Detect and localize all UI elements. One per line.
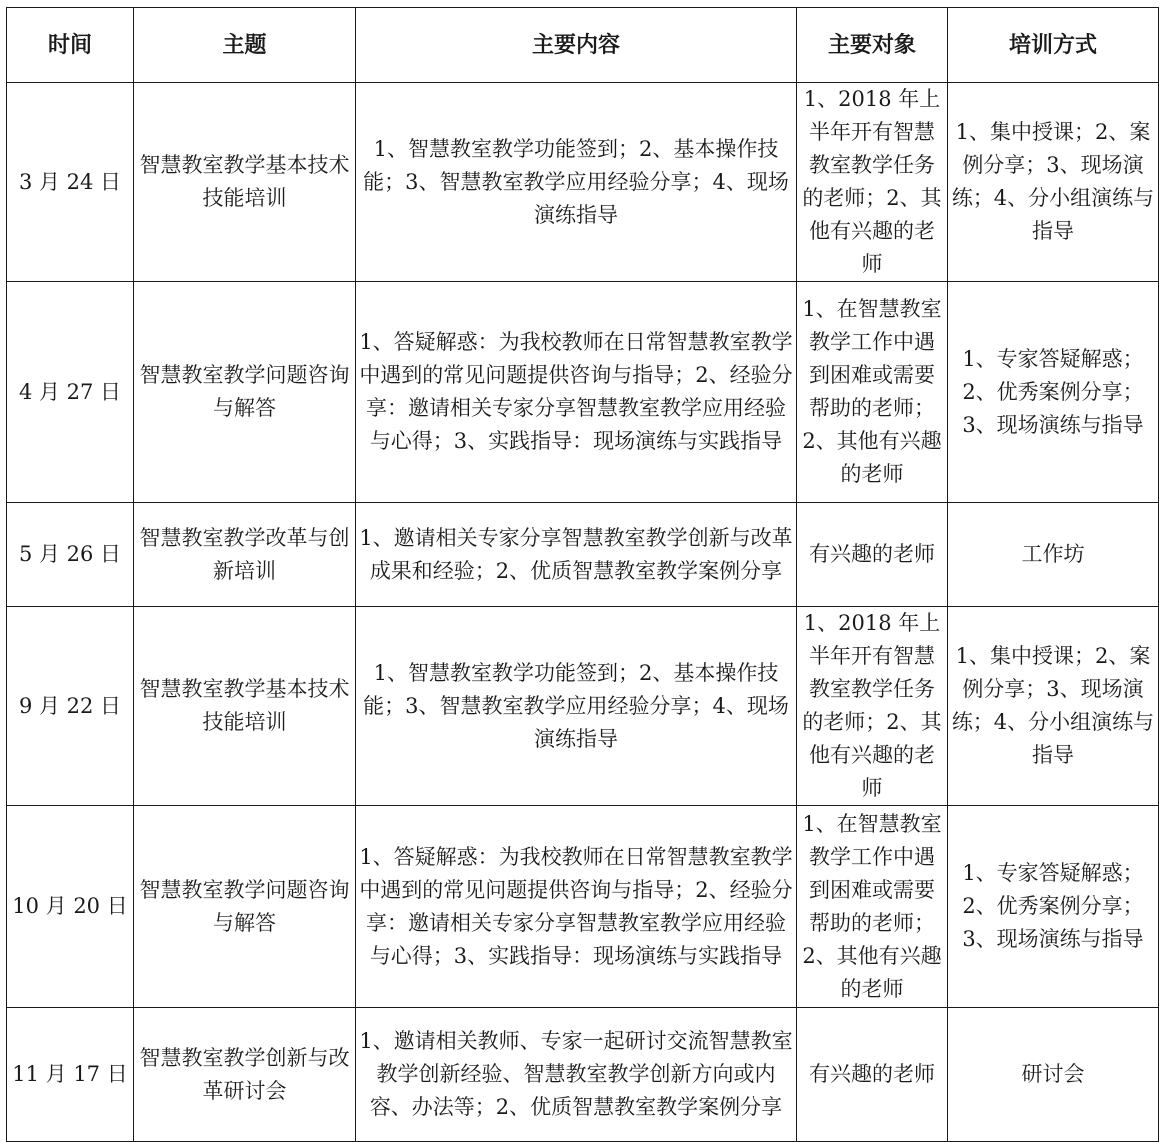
cell-content: 1、邀请相关专家分享智慧教室教学创新与改革成果和经验；2、优质智慧教室教学案例分享 bbox=[356, 503, 797, 607]
cell-method: 工作坊 bbox=[948, 503, 1159, 607]
table-row bbox=[7, 806, 1159, 1008]
cell-content: 1、智慧教室教学功能签到；2、基本操作技能；3、智慧教室教学应用经验分享；4、现场 演练指导 bbox=[356, 607, 797, 806]
header-time: 时间 bbox=[7, 8, 134, 83]
cell-time: 11 月 17 日 bbox=[7, 1008, 134, 1142]
cell-time: 4 月 27 日 bbox=[7, 282, 134, 503]
table-row bbox=[7, 1008, 1159, 1142]
cell-method: 1、专家答疑解惑；2、优秀案例分享；3、现场演练与指导 bbox=[948, 806, 1159, 1008]
table-row bbox=[7, 83, 1159, 282]
cell-audience: 1、在智慧教室教学工作中遇到困难或需要帮助的老师；2、其他有兴趣的老师 bbox=[797, 282, 948, 503]
cell-method: 研讨会 bbox=[948, 1008, 1159, 1142]
cell-time: 9 月 22 日 bbox=[7, 607, 134, 806]
cell-audience: 有兴趣的老师 bbox=[797, 1008, 948, 1142]
header-method: 培训方式 bbox=[948, 8, 1159, 83]
cell-topic: 智慧教室教学创新与改革研讨会 bbox=[134, 1008, 356, 1142]
cell-topic: 智慧教室教学改革与创新培训 bbox=[134, 503, 356, 607]
table-row bbox=[7, 503, 1159, 607]
table-row bbox=[7, 282, 1159, 503]
cell-audience: 有兴趣的老师 bbox=[797, 503, 948, 607]
header-audience: 主要对象 bbox=[797, 8, 948, 83]
cell-audience: 1、2018 年上半年开有智慧教室教学任务的老师；2、其他有兴趣的老师 bbox=[797, 83, 948, 282]
cell-time: 3 月 24 日 bbox=[7, 83, 134, 282]
cell-time: 10 月 20 日 bbox=[7, 806, 134, 1008]
cell-topic: 智慧教室教学问题咨询与解答 bbox=[134, 282, 356, 503]
cell-topic: 智慧教室教学基本技术技能培训 bbox=[134, 83, 356, 282]
cell-audience: 1、2018 年上半年开有智慧教室教学任务的老师；2、其他有兴趣的老师 bbox=[797, 607, 948, 806]
cell-topic: 智慧教室教学问题咨询与解答 bbox=[134, 806, 356, 1008]
table-row bbox=[7, 607, 1159, 806]
training-schedule-table bbox=[6, 7, 1159, 1142]
header-topic: 主题 bbox=[134, 8, 356, 83]
cell-method: 1、专家答疑解惑；2、优秀案例分享；3、现场演练与指导 bbox=[948, 282, 1159, 503]
cell-method: 1、集中授课；2、案例分享；3、现场演练；4、分小组演练与指导 bbox=[948, 83, 1159, 282]
cell-content: 1、智慧教室教学功能签到；2、基本操作技能；3、智慧教室教学应用经验分享；4、现场 演练指导 bbox=[356, 83, 797, 282]
cell-method: 1、集中授课；2、案例分享；3、现场演练；4、分小组演练与指导 bbox=[948, 607, 1159, 806]
header-content: 主要内容 bbox=[356, 8, 797, 83]
cell-content: 1、邀请相关教师、专家一起研讨交流智慧教室教学创新经验、智慧教室教学创新方向或内容、办法等；2、优质智慧教室教学案例分享 bbox=[356, 1008, 797, 1142]
cell-content: 1、答疑解惑：为我校教师在日常智慧教室教学中遇到的常见问题提供咨询与指导；2、经验分享：邀请相关专家分享智慧教室教学应用经验与心得；3、实践指导：现场演练与实践指导 bbox=[356, 806, 797, 1008]
cell-topic: 智慧教室教学基本技术技能培训 bbox=[134, 607, 356, 806]
cell-content: 1、答疑解惑：为我校教师在日常智慧教室教学中遇到的常见问题提供咨询与指导；2、经验分享：邀请相关专家分享智慧教室教学应用经验与心得；3、实践指导：现场演练与实践指导 bbox=[356, 282, 797, 503]
table-header-row bbox=[7, 8, 1159, 83]
cell-time: 5 月 26 日 bbox=[7, 503, 134, 607]
cell-audience: 1、在智慧教室教学工作中遇到困难或需要帮助的老师；2、其他有兴趣的老师 bbox=[797, 806, 948, 1008]
